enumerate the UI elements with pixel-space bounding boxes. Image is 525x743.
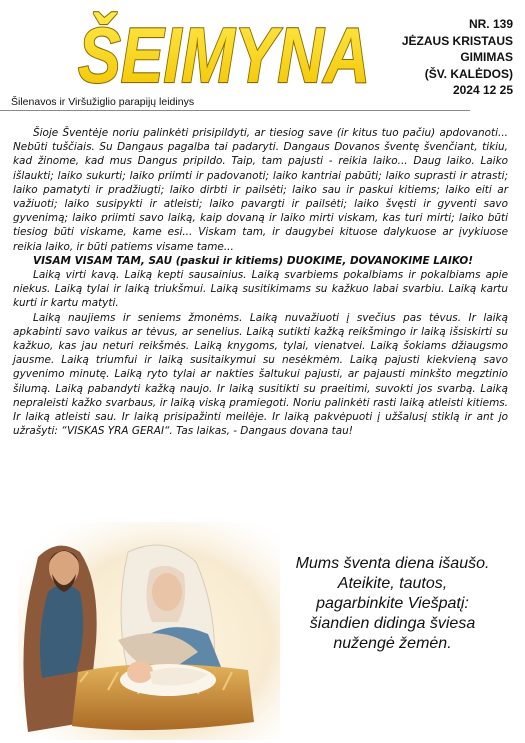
quote-line: šiandien didinga šviesa (309, 615, 476, 632)
issue-number: NR. 139 (468, 17, 513, 31)
quote-line: Mums šventa diena išaušo. (295, 555, 490, 572)
masthead (0, 0, 525, 110)
quote-line: pagarbinkite Viešpatį: (316, 595, 469, 612)
issue-feast-line-2: GIMIMAS (460, 50, 513, 64)
article-paragraph: Laiką virti kavą. Laiką kepti sausainius. Laiką svarbiems pokalbiams ir pokalbiams apie niekus. Laiką tylai ir laiką triukšmui. Laiką susitikimams su kažkuo labai svarbiu. Laiką kartu kurti ir kartu matyti. (13, 269, 508, 310)
newsletter-logo (74, 2, 374, 98)
header-divider (0, 110, 470, 111)
issue-date: 2024 12 25 (452, 83, 513, 97)
quote-line: Ateikite, tautos, (337, 575, 448, 592)
article-body (13, 126, 508, 438)
article-callout: VISAM VISAM TAM, SAU (paskui ir kitiems) DUOKIME, DOVANOKIME LAIKO! (33, 254, 473, 267)
issue-info (383, 16, 513, 99)
svg-text:ŠEIMYNA: ŠEIMYNA (78, 11, 370, 99)
issue-feast-line-1: JĖZAUS KRISTAUS (401, 33, 513, 48)
publication-subtitle: Šilenavos ir Viršužiglio parapijų leidinys (11, 96, 195, 108)
nativity-illustration (18, 522, 280, 740)
issue-feast-line-3: (ŠV. KALĖDOS) (424, 66, 513, 81)
quote-line: nužengė žemėn. (333, 635, 452, 652)
scripture-quote (280, 554, 505, 654)
article-paragraph: Šioje Šventėje noriu palinkėti prisipildyti, ar tiesiog save (ir kitus tuo pačiu) apdovanoti... Nebūti tuščiais. Su Dangaus pagalba tai padaryti. Dangaus Dovanos šventę švenčiant, tikiu, kad žinome, kad mus Dangus pripildo. Taip, tam pajusti - reikia laiko... Daug laiko. Laiko išlaukti; laiko sukurti; laiko priimti ir padovanoti; laiko kantriai pabūti; laiko suprasti ir atrasti; laiko pamatyti ir pradžiugti; laiko dirbti ir pailsėti; laiko sau ir paskui kitiems; laiko eiti ar važiuoti; laiko susipykti ir atleisti; laiko pavargti ir pailsėti; laiko švęsti ir gyventi savo gyvenimą; laiko priimti savo laiką, kaip dovaną ir laiko mirti viskam, kas turi mirti; laiko būti tiesiog būti viskame, kame esi... Viskam tam, ir daugybei kituose dalykuose ar įvykiuose reikia laiko, ir būti patiems visame tame... (13, 127, 508, 253)
article-paragraph: Laiką naujiems ir seniems žmonėms. Laiką nuvažiuoti į svečius pas tėvus. Ir laiką apkabinti savo vaikus ar tėvus, ar senelius. Laiką sutikti kažką reikšmingo ir laiką išsiskirti su kažkuo, kas jau neturi reikšmės. Laiką knygoms, tylai, vienatvei. Laiką šokiams džiaugsmo jausme. Laiką triumfui ir laiką susitaikymui su nesėkmėm. Laiką pajusti kiekvieną savo gyvenimo minutę. Laiką ryto tylai ar nakties šaltukui pajusti, ar pajausti minkšto megztinio šilumą. Laiką pabandyti kažką naujo. Ir laiką susitikti su praeitimi, suvokti jos svarbą. Laiką nepraleisti kažko svarbaus, ir laiką viską pramiegoti. Noriu palinkėti rasti laiką atleisti kitiems. Ir laiką atleisti sau. Ir laiką prisipažinti meilėje. Ir laiką pakvėpuoti į užšalusį stiklą ir ant jo užrašyti: “VISKAS YRA GERAI“. Tas laikas, - Dangaus dovana tau! (13, 311, 508, 438)
